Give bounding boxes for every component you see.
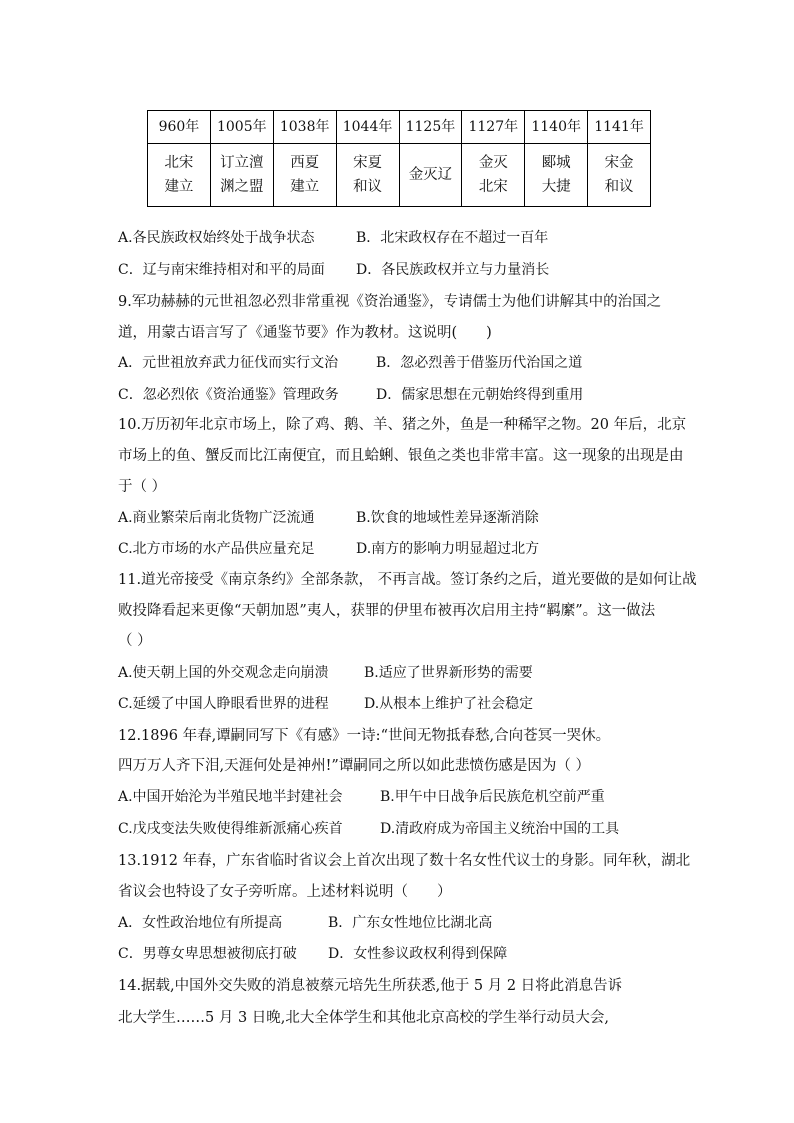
q12-option-d: D.清政府成为帝国主义统治中国的工具: [380, 821, 620, 837]
timeline-event: 金灭 北宋: [462, 144, 525, 207]
timeline-event: 订立澶 渊之盟: [210, 144, 273, 207]
timeline-event-row: [148, 144, 651, 207]
q12-option-b: B.甲午中日战争后民族危机空前严重: [380, 789, 605, 805]
q10-option-b: B.饮食的地域性差异逐渐消除: [356, 510, 539, 526]
timeline-event: 北宋 建立: [148, 144, 211, 207]
timeline-year: 1127年: [462, 111, 525, 144]
q10-option-c: C.北方市场的水产品供应量充足: [118, 541, 315, 557]
q11-stem-line: 11.道光帝接受《南京条约》全部条款， 不再言战。签订条约之后，道光要做的是如何让战: [118, 572, 697, 588]
timeline-year-row: [148, 111, 651, 144]
q14-stem-line: 北大学生……5 月 3 日晚,北大全体学生和其他北京高校的学生举行动员大会,: [118, 1010, 609, 1026]
timeline-event: 宋金 和议: [588, 144, 651, 207]
q11-option-c: C.延缓了中国人睁眼看世界的进程: [118, 696, 329, 712]
timeline-year: 1005年: [210, 111, 273, 144]
timeline-year: 1140年: [525, 111, 588, 144]
q11-option-b: B.适应了世界新形势的需要: [364, 665, 533, 681]
q9-option-a: A．元世祖放弃武力征伐而实行文治: [118, 355, 339, 371]
q10-option-a: A.商业繁荣后南北货物广泛流通: [118, 510, 315, 526]
q10-stem-line: 市场上的鱼、蟹反而比江南便宜，而且蛤蜊、银鱼之类也非常丰富。这一现象的出现是由: [118, 448, 684, 464]
q13-option-c: C．男尊女卑思想被彻底打破: [118, 946, 297, 962]
q12-stem-line: 12.1896 年春,谭嗣同写下《有感》一诗:“世间无物抵春愁,合向苍冥一哭休。: [118, 728, 611, 744]
timeline-year: 1038年: [273, 111, 336, 144]
q9-option-c: C．忽必烈依《资治通鉴》管理政务: [118, 387, 339, 403]
q9-stem-line: 道，用蒙古语言写了《通鉴节要》作为教材。这说明( ): [118, 325, 492, 341]
q10-stem-line: 10.万历初年北京市场上，除了鸡、鹅、羊、猪之外，鱼是一种稀罕之物。20 年后，北京: [118, 417, 687, 433]
q13-stem-line: 13.1912 年春，广东省临时省议会上首次出现了数十名女性代议士的身影。同年秋，湖北: [118, 853, 691, 869]
q8-option-d: D．各民族政权并立与力量消长: [356, 262, 550, 278]
q10-stem-line: 于（ ）: [118, 479, 167, 495]
timeline-event: 宋夏 和议: [336, 144, 399, 207]
timeline-table: [147, 110, 651, 207]
q10-option-d: D.南方的影响力明显超过北方: [356, 541, 540, 557]
q13-stem-line: 省议会也特设了女子旁听席。上述材料说明（ ）: [118, 884, 452, 900]
q9-option-b: B．忽必烈善于借鉴历代治国之道: [376, 355, 583, 371]
timeline-event: 郾城 大捷: [525, 144, 588, 207]
q11-stem-line: （ ）: [118, 633, 152, 649]
q12-option-c: C.戊戌变法失败使得维新派痛心疾首: [118, 821, 343, 837]
q8-option-c: C．辽与南宋维持相对和平的局面: [118, 262, 325, 278]
q8-option-a: A.各民族政权始终处于战争状态: [118, 230, 315, 246]
q12-stem-line: 四万万人齐下泪,天涯何处是神州!”谭嗣同之所以如此悲愤伤感是因为（ ）: [118, 758, 590, 774]
timeline-event: 西夏 建立: [273, 144, 336, 207]
q11-option-d: D.从根本上维护了社会稳定: [364, 696, 534, 712]
timeline-year: 960年: [148, 111, 211, 144]
q8-option-b: B．北宋政权存在不超过一百年: [356, 230, 549, 246]
q14-stem-line: 14.据载,中国外交失败的消息被蔡元培先生所获悉,他于 5 月 2 日将此消息告诉: [118, 978, 623, 994]
q11-option-a: A.使天朝上国的外交观念走向崩溃: [118, 665, 329, 681]
q9-option-d: D．儒家思想在元朝始终得到重用: [376, 387, 584, 403]
q12-option-a: A.中国开始沦为半殖民地半封建社会: [118, 789, 343, 805]
q11-stem-line: 败投降看起来更像“天朝加恩”夷人，获罪的伊里布被再次启用主持“羁縻”。这一做法: [118, 603, 656, 619]
q9-stem-line: 9.军功赫赫的元世祖忽必烈非常重视《资治通鉴》，专请儒士为他们讲解其中的治国之: [118, 294, 662, 310]
q13-option-d: D．女性参议政权利得到保障: [328, 946, 508, 962]
timeline-year: 1044年: [336, 111, 399, 144]
q13-option-a: A．女性政治地位有所提高: [118, 915, 283, 931]
q13-option-b: B．广东女性地位比湖北高: [328, 915, 493, 931]
timeline-event: 金灭辽: [399, 144, 462, 207]
timeline-year: 1141年: [588, 111, 651, 144]
timeline-year: 1125年: [399, 111, 462, 144]
